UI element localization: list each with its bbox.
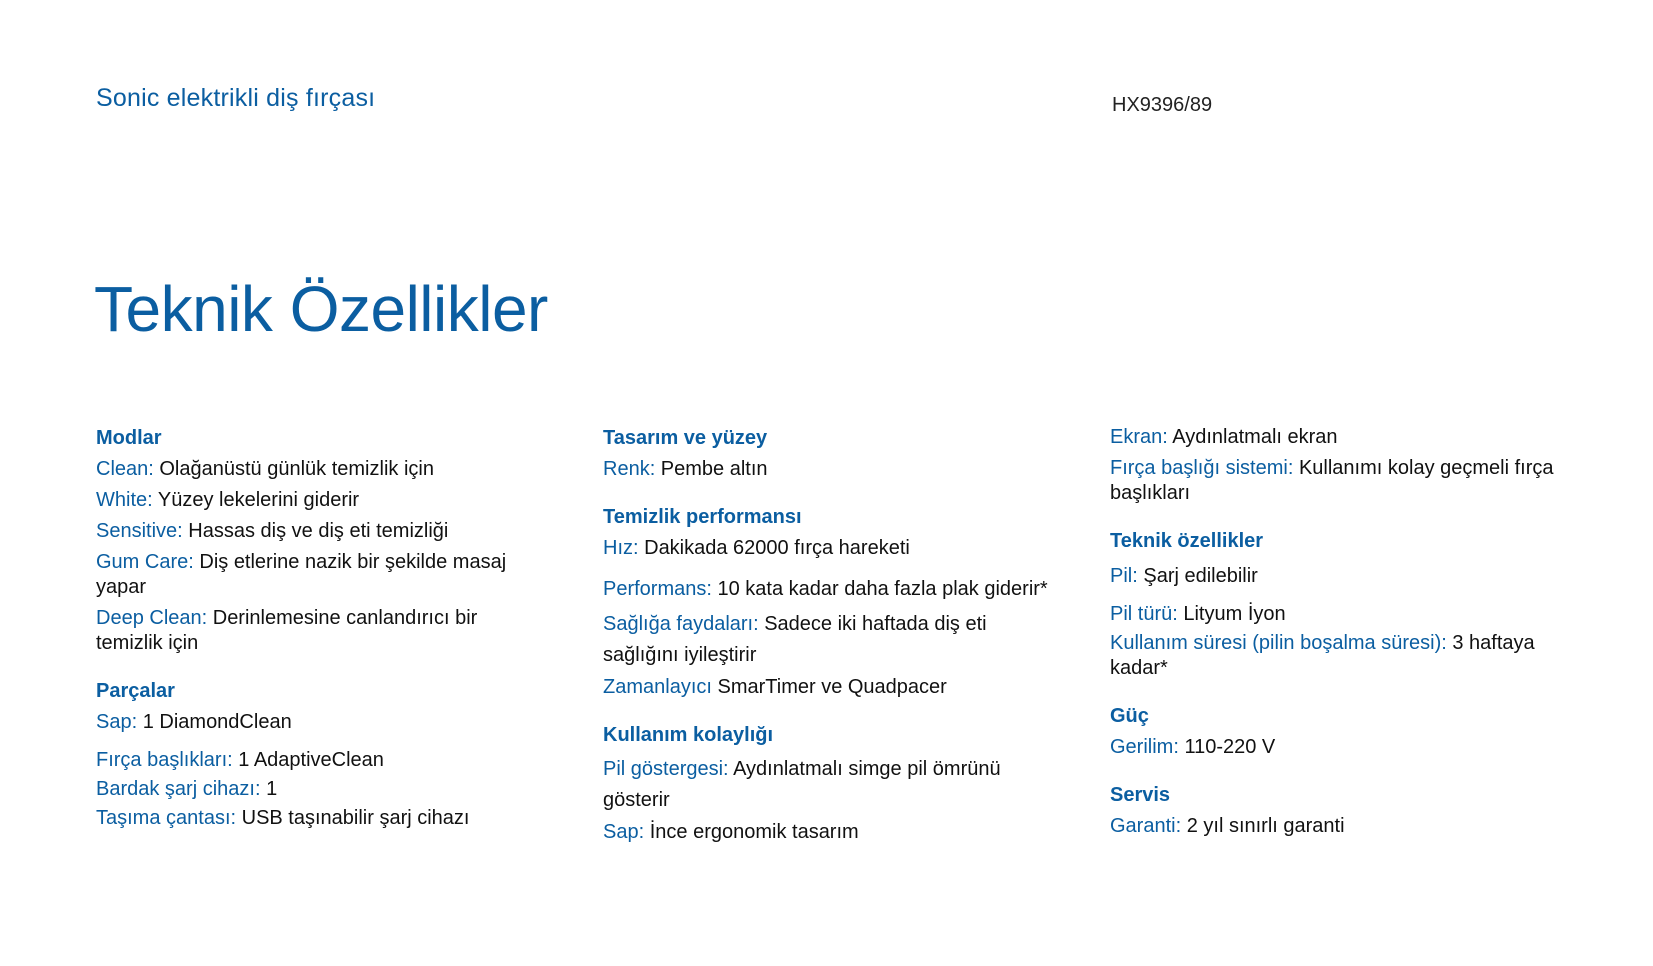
spec-label: Fırça başlıkları: bbox=[96, 749, 233, 771]
spec-value: Pembe altın bbox=[655, 458, 768, 480]
section-teknik bbox=[1110, 528, 1580, 681]
spec-value: Dakikada 62000 fırça hareketi bbox=[638, 537, 910, 559]
spec-column-3 bbox=[1110, 425, 1580, 861]
spec-value: Derinlemesine canlandırıcı bir temizlik için bbox=[96, 607, 478, 654]
spec-value: Kullanımı kolay geçmeli fırça başlıkları bbox=[1110, 457, 1554, 504]
spec-value: Sadece iki haftada diş eti sağlığını iyileştirir bbox=[603, 613, 987, 666]
spec-item bbox=[603, 675, 1053, 700]
section-title: Kullanım kolaylığı bbox=[603, 724, 774, 746]
spec-value: Yüzey lekelerini giderir bbox=[152, 489, 360, 511]
spec-value: Lityum İyon bbox=[1177, 603, 1286, 625]
section-title: Modlar bbox=[96, 427, 162, 449]
spec-value: Şarj edilebilir bbox=[1137, 565, 1258, 587]
spec-item bbox=[603, 457, 1053, 482]
section-modlar bbox=[96, 425, 546, 656]
spec-label: Garanti: bbox=[1110, 815, 1182, 837]
spec-item bbox=[603, 536, 1053, 561]
spec-label: Clean: bbox=[96, 458, 154, 480]
spec-item bbox=[96, 606, 546, 656]
spec-item bbox=[96, 488, 546, 513]
section-temizlik bbox=[603, 504, 1053, 700]
spec-label: Taşıma çantası: bbox=[96, 807, 237, 829]
spec-item bbox=[96, 550, 546, 600]
spec-item bbox=[96, 457, 546, 482]
spec-item bbox=[1110, 735, 1580, 760]
section-title: Temizlik performansı bbox=[603, 506, 802, 528]
spec-value: 1 DiamondClean bbox=[137, 711, 292, 733]
spec-item bbox=[603, 820, 1053, 845]
spec-label: Gum Care: bbox=[96, 551, 194, 573]
spec-label: Pil: bbox=[1110, 565, 1138, 587]
spec-item bbox=[1110, 564, 1580, 589]
spec-label: Kullanım süresi (pilin boşalma süresi): bbox=[1110, 632, 1447, 654]
spec-label: Performans: bbox=[603, 578, 712, 600]
spec-value: Aydınlatmalı ekran bbox=[1167, 426, 1338, 448]
spec-item bbox=[1110, 814, 1580, 839]
spec-label: Sağlığa faydaları: bbox=[603, 613, 759, 635]
model-number: HX9396/89 bbox=[1112, 94, 1213, 116]
section-title: Parçalar bbox=[96, 680, 175, 702]
spec-value: Olağanüstü günlük temizlik için bbox=[153, 458, 434, 480]
spec-label: Pil türü: bbox=[1110, 603, 1178, 625]
spec-value: 1 AdaptiveClean bbox=[232, 749, 384, 771]
spec-label: White: bbox=[96, 489, 153, 511]
page-title: Teknik Özellikler bbox=[94, 273, 548, 345]
section-title: Güç bbox=[1110, 705, 1149, 727]
spec-value: 10 kata kadar daha fazla plak giderir* bbox=[711, 578, 1048, 600]
spec-column-2 bbox=[603, 425, 1053, 867]
spec-item bbox=[1110, 456, 1580, 506]
spec-item bbox=[96, 777, 546, 802]
section-title: Tasarım ve yüzey bbox=[603, 427, 768, 449]
spec-item bbox=[96, 748, 546, 773]
spec-item bbox=[96, 710, 546, 735]
spec-label: Sap: bbox=[96, 711, 138, 733]
spec-item bbox=[1110, 631, 1580, 681]
spec-value: 110-220 V bbox=[1178, 736, 1276, 758]
spec-label: Fırça başlığı sistemi: bbox=[1110, 457, 1294, 479]
spec-value: 2 yıl sınırlı garanti bbox=[1181, 815, 1345, 837]
spec-value: SmarTimer ve Quadpacer bbox=[711, 676, 947, 698]
section-kullanim bbox=[603, 722, 1053, 845]
spec-item bbox=[1110, 425, 1580, 450]
spec-label: Sap: bbox=[603, 821, 645, 843]
section-parcalar bbox=[96, 678, 546, 831]
spec-item bbox=[96, 519, 546, 544]
spec-label: Sensitive: bbox=[96, 520, 183, 542]
spec-label: Gerilim: bbox=[1110, 736, 1179, 758]
spec-label: Ekran: bbox=[1110, 426, 1168, 448]
section-ekran bbox=[1110, 425, 1580, 506]
spec-value: Hassas diş ve diş eti temizliği bbox=[182, 520, 449, 542]
section-title: Teknik özellikler bbox=[1110, 530, 1264, 552]
section-servis bbox=[1110, 782, 1580, 839]
spec-item bbox=[603, 609, 1053, 671]
spec-label: Renk: bbox=[603, 458, 656, 480]
spec-label: Bardak şarj cihazı: bbox=[96, 778, 261, 800]
spec-value: 1 bbox=[260, 778, 278, 800]
product-subtitle: Sonic elektrikli diş fırçası bbox=[96, 84, 376, 112]
spec-item bbox=[603, 574, 1053, 605]
spec-item bbox=[603, 754, 1053, 816]
spec-value: Aydınlatmalı simge pil ömrünü gösterir bbox=[603, 758, 1001, 811]
spec-value: 3 haftaya kadar* bbox=[1110, 632, 1535, 679]
spec-item bbox=[96, 806, 546, 831]
spec-label: Hız: bbox=[603, 537, 639, 559]
spec-column-1 bbox=[96, 425, 546, 853]
spec-value: USB taşınabilir şarj cihazı bbox=[236, 807, 470, 829]
spec-value: Diş etlerine nazik bir şekilde masaj yapar bbox=[96, 551, 507, 598]
section-guc bbox=[1110, 703, 1580, 760]
spec-label: Deep Clean: bbox=[96, 607, 208, 629]
spec-value: İnce ergonomik tasarım bbox=[644, 821, 859, 843]
section-tasarim bbox=[603, 425, 1053, 482]
section-title: Servis bbox=[1110, 784, 1171, 806]
spec-item bbox=[1110, 602, 1580, 627]
spec-label: Pil göstergesi: bbox=[603, 758, 729, 780]
spec-label: Zamanlayıcı bbox=[603, 676, 712, 698]
